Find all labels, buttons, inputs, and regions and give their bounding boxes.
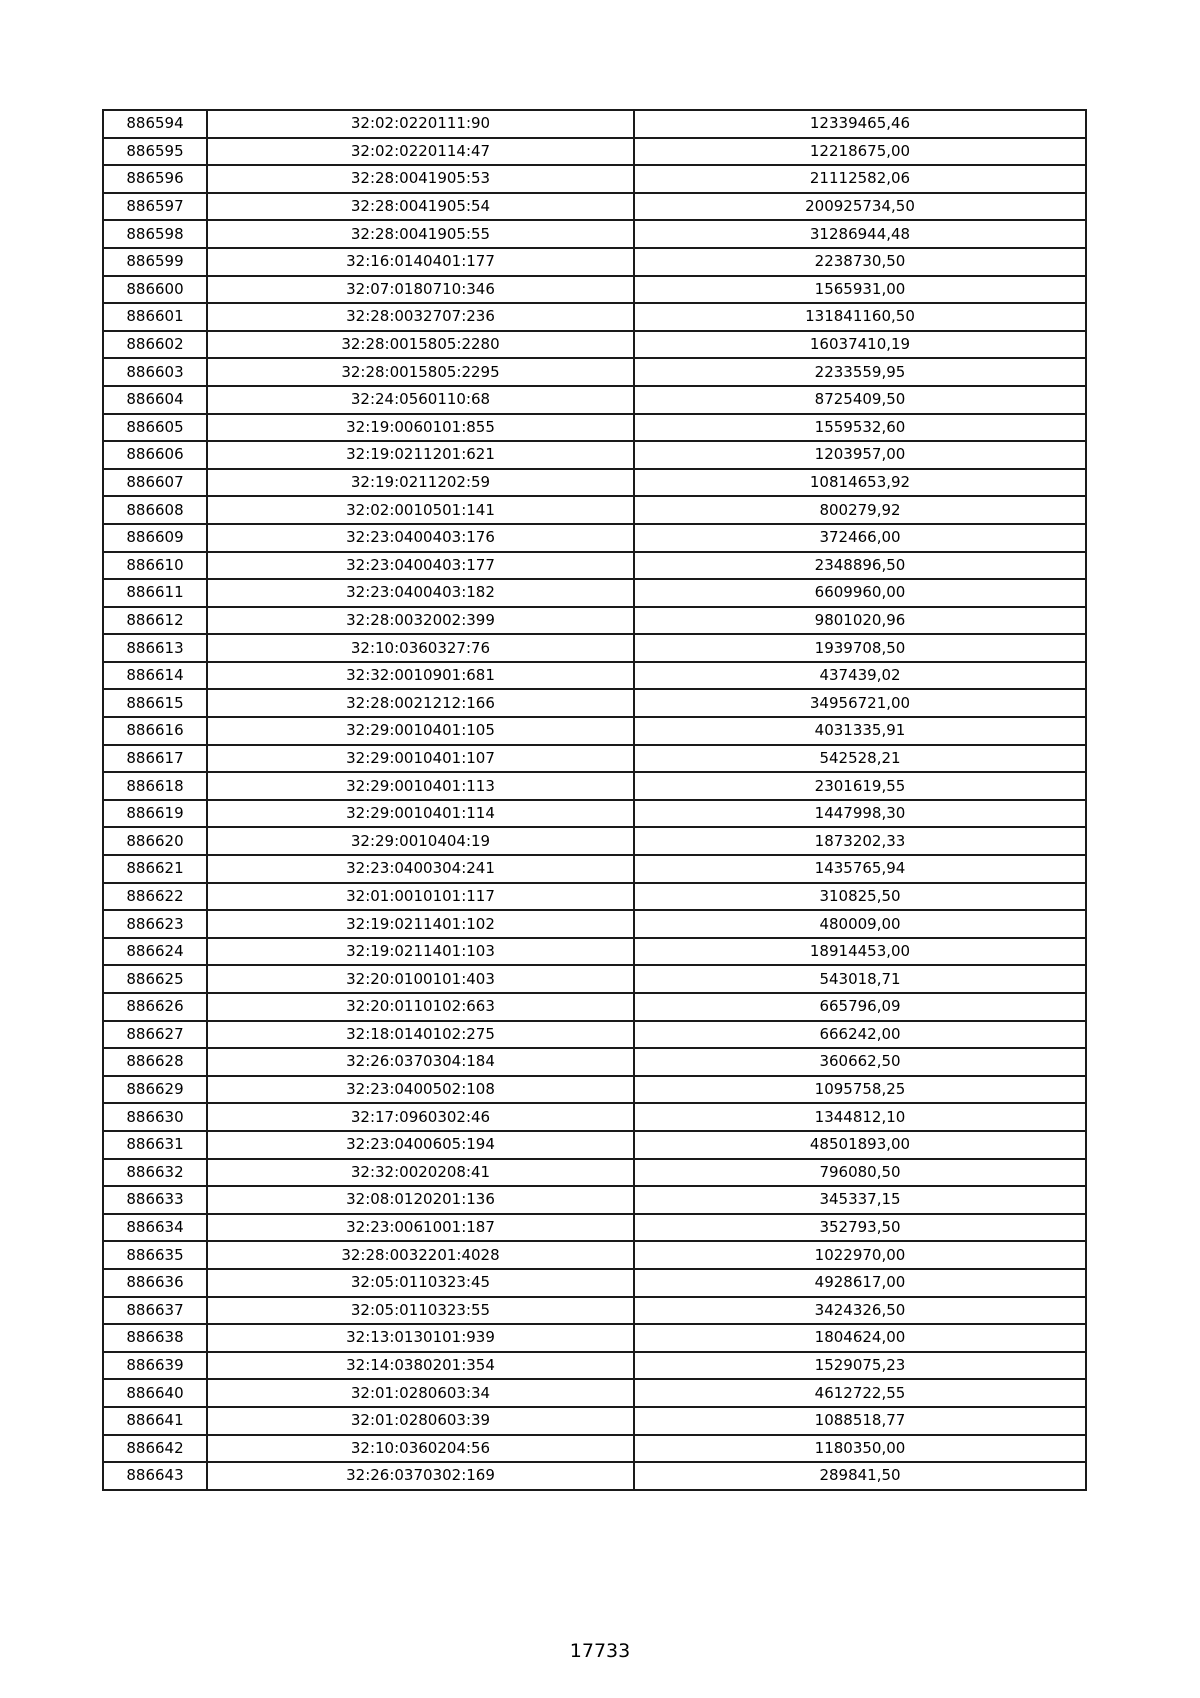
row-number-cell: 886595 <box>103 138 207 166</box>
table-row <box>103 1407 1086 1435</box>
cadastral-number-cell: 32:29:0010401:107 <box>207 745 634 773</box>
cadastral-number-cell: 32:29:0010401:114 <box>207 800 634 828</box>
cadastral-number-cell: 32:23:0061001:187 <box>207 1214 634 1242</box>
row-number-cell: 886598 <box>103 220 207 248</box>
cadastral-value-cell: 9801020,96 <box>634 607 1086 635</box>
cadastral-value-cell: 1344812,10 <box>634 1103 1086 1131</box>
cadastral-number-cell: 32:10:0360327:76 <box>207 634 634 662</box>
table-row <box>103 1076 1086 1104</box>
cadastral-value-cell: 1873202,33 <box>634 827 1086 855</box>
cadastral-number-cell: 32:28:0021212:166 <box>207 689 634 717</box>
cadastral-value-cell: 1529075,23 <box>634 1352 1086 1380</box>
cadastral-value-cell: 8725409,50 <box>634 386 1086 414</box>
cadastral-number-cell: 32:29:0010404:19 <box>207 827 634 855</box>
cadastral-value-cell: 2233559,95 <box>634 358 1086 386</box>
cadastral-number-cell: 32:18:0140102:275 <box>207 1021 634 1049</box>
cadastral-number-cell: 32:28:0041905:53 <box>207 165 634 193</box>
row-number-cell: 886596 <box>103 165 207 193</box>
row-number-cell: 886636 <box>103 1269 207 1297</box>
cadastral-number-cell: 32:17:0960302:46 <box>207 1103 634 1131</box>
row-number-cell: 886635 <box>103 1241 207 1269</box>
row-number-cell: 886611 <box>103 579 207 607</box>
cadastral-number-cell: 32:23:0400403:176 <box>207 524 634 552</box>
table-row <box>103 303 1086 331</box>
cadastral-value-cell: 1804624,00 <box>634 1324 1086 1352</box>
row-number-cell: 886594 <box>103 110 207 138</box>
row-number-cell: 886624 <box>103 938 207 966</box>
cadastral-value-cell: 542528,21 <box>634 745 1086 773</box>
row-number-cell: 886615 <box>103 689 207 717</box>
cadastral-value-cell: 800279,92 <box>634 496 1086 524</box>
row-number-cell: 886618 <box>103 772 207 800</box>
table-row <box>103 1379 1086 1407</box>
row-number-cell: 886629 <box>103 1076 207 1104</box>
cadastral-value-table <box>102 109 1087 1491</box>
cadastral-value-cell: 1095758,25 <box>634 1076 1086 1104</box>
row-number-cell: 886630 <box>103 1103 207 1131</box>
cadastral-number-cell: 32:07:0180710:346 <box>207 276 634 304</box>
cadastral-number-cell: 32:23:0400502:108 <box>207 1076 634 1104</box>
table-row <box>103 469 1086 497</box>
row-number-cell: 886616 <box>103 717 207 745</box>
table-row <box>103 1131 1086 1159</box>
row-number-cell: 886626 <box>103 993 207 1021</box>
table-row <box>103 1297 1086 1325</box>
row-number-cell: 886633 <box>103 1186 207 1214</box>
table-row <box>103 193 1086 221</box>
row-number-cell: 886632 <box>103 1159 207 1187</box>
cadastral-value-cell: 360662,50 <box>634 1048 1086 1076</box>
row-number-cell: 886600 <box>103 276 207 304</box>
cadastral-value-cell: 16037410,19 <box>634 331 1086 359</box>
cadastral-value-cell: 200925734,50 <box>634 193 1086 221</box>
row-number-cell: 886609 <box>103 524 207 552</box>
table-row <box>103 524 1086 552</box>
table-row <box>103 1214 1086 1242</box>
cadastral-value-cell: 1180350,00 <box>634 1435 1086 1463</box>
cadastral-number-cell: 32:32:0020208:41 <box>207 1159 634 1187</box>
cadastral-number-cell: 32:01:0010101:117 <box>207 883 634 911</box>
cadastral-number-cell: 32:26:0370304:184 <box>207 1048 634 1076</box>
cadastral-value-cell: 666242,00 <box>634 1021 1086 1049</box>
cadastral-number-cell: 32:02:0010501:141 <box>207 496 634 524</box>
cadastral-number-cell: 32:28:0041905:55 <box>207 220 634 248</box>
cadastral-value-cell: 4031335,91 <box>634 717 1086 745</box>
row-number-cell: 886641 <box>103 1407 207 1435</box>
cadastral-number-cell: 32:29:0010401:105 <box>207 717 634 745</box>
table-row <box>103 717 1086 745</box>
cadastral-number-cell: 32:24:0560110:68 <box>207 386 634 414</box>
cadastral-value-cell: 1435765,94 <box>634 855 1086 883</box>
cadastral-number-cell: 32:10:0360204:56 <box>207 1435 634 1463</box>
cadastral-number-cell: 32:19:0060101:855 <box>207 414 634 442</box>
row-number-cell: 886619 <box>103 800 207 828</box>
cadastral-value-cell: 3424326,50 <box>634 1297 1086 1325</box>
row-number-cell: 886642 <box>103 1435 207 1463</box>
cadastral-number-cell: 32:23:0400403:182 <box>207 579 634 607</box>
table-row <box>103 552 1086 580</box>
cadastral-number-cell: 32:29:0010401:113 <box>207 772 634 800</box>
cadastral-number-cell: 32:20:0100101:403 <box>207 965 634 993</box>
row-number-cell: 886617 <box>103 745 207 773</box>
cadastral-number-cell: 32:28:0015805:2280 <box>207 331 634 359</box>
table-row <box>103 331 1086 359</box>
row-number-cell: 886610 <box>103 552 207 580</box>
cadastral-number-cell: 32:16:0140401:177 <box>207 248 634 276</box>
table-row <box>103 1462 1086 1490</box>
cadastral-value-cell: 34956721,00 <box>634 689 1086 717</box>
table-row <box>103 138 1086 166</box>
row-number-cell: 886627 <box>103 1021 207 1049</box>
table-row <box>103 1103 1086 1131</box>
cadastral-value-cell: 31286944,48 <box>634 220 1086 248</box>
cadastral-value-cell: 1022970,00 <box>634 1241 1086 1269</box>
cadastral-value-cell: 10814653,92 <box>634 469 1086 497</box>
table-row <box>103 965 1086 993</box>
table-row <box>103 276 1086 304</box>
cadastral-value-cell: 4928617,00 <box>634 1269 1086 1297</box>
cadastral-number-cell: 32:13:0130101:939 <box>207 1324 634 1352</box>
cadastral-number-cell: 32:26:0370302:169 <box>207 1462 634 1490</box>
row-number-cell: 886604 <box>103 386 207 414</box>
row-number-cell: 886597 <box>103 193 207 221</box>
row-number-cell: 886606 <box>103 441 207 469</box>
table-row <box>103 938 1086 966</box>
cadastral-value-cell: 352793,50 <box>634 1214 1086 1242</box>
cadastral-value-cell: 372466,00 <box>634 524 1086 552</box>
cadastral-value-cell: 665796,09 <box>634 993 1086 1021</box>
cadastral-number-cell: 32:19:0211401:102 <box>207 910 634 938</box>
cadastral-value-cell: 480009,00 <box>634 910 1086 938</box>
row-number-cell: 886602 <box>103 331 207 359</box>
row-number-cell: 886628 <box>103 1048 207 1076</box>
table-row <box>103 1186 1086 1214</box>
cadastral-number-cell: 32:02:0220111:90 <box>207 110 634 138</box>
table-row <box>103 1324 1086 1352</box>
cadastral-value-cell: 310825,50 <box>634 883 1086 911</box>
table-row <box>103 358 1086 386</box>
cadastral-number-cell: 32:20:0110102:663 <box>207 993 634 1021</box>
table-row <box>103 386 1086 414</box>
table-row <box>103 662 1086 690</box>
cadastral-value-cell: 131841160,50 <box>634 303 1086 331</box>
row-number-cell: 886607 <box>103 469 207 497</box>
table-row <box>103 772 1086 800</box>
cadastral-number-cell: 32:23:0400605:194 <box>207 1131 634 1159</box>
cadastral-number-cell: 32:05:0110323:55 <box>207 1297 634 1325</box>
row-number-cell: 886640 <box>103 1379 207 1407</box>
cadastral-value-cell: 6609960,00 <box>634 579 1086 607</box>
cadastral-number-cell: 32:01:0280603:34 <box>207 1379 634 1407</box>
table-row <box>103 910 1086 938</box>
table-body <box>103 110 1086 1490</box>
table-row <box>103 165 1086 193</box>
row-number-cell: 886638 <box>103 1324 207 1352</box>
cadastral-value-cell: 12339465,46 <box>634 110 1086 138</box>
page-number: 17733 <box>569 1640 631 1662</box>
row-number-cell: 886643 <box>103 1462 207 1490</box>
cadastral-number-cell: 32:32:0010901:681 <box>207 662 634 690</box>
table-row <box>103 414 1086 442</box>
cadastral-value-cell: 437439,02 <box>634 662 1086 690</box>
cadastral-number-cell: 32:08:0120201:136 <box>207 1186 634 1214</box>
cadastral-value-cell: 1565931,00 <box>634 276 1086 304</box>
table-row <box>103 1352 1086 1380</box>
table-row <box>103 1269 1086 1297</box>
table-row <box>103 1435 1086 1463</box>
table-row <box>103 1241 1086 1269</box>
cadastral-number-cell: 32:05:0110323:45 <box>207 1269 634 1297</box>
row-number-cell: 886634 <box>103 1214 207 1242</box>
table-row <box>103 883 1086 911</box>
cadastral-value-cell: 543018,71 <box>634 965 1086 993</box>
cadastral-value-cell: 289841,50 <box>634 1462 1086 1490</box>
cadastral-value-cell: 21112582,06 <box>634 165 1086 193</box>
cadastral-value-cell: 2238730,50 <box>634 248 1086 276</box>
row-number-cell: 886612 <box>103 607 207 635</box>
row-number-cell: 886601 <box>103 303 207 331</box>
cadastral-value-cell: 796080,50 <box>634 1159 1086 1187</box>
table-row <box>103 248 1086 276</box>
cadastral-number-cell: 32:28:0032002:399 <box>207 607 634 635</box>
cadastral-number-cell: 32:14:0380201:354 <box>207 1352 634 1380</box>
row-number-cell: 886614 <box>103 662 207 690</box>
row-number-cell: 886605 <box>103 414 207 442</box>
table-row <box>103 827 1086 855</box>
row-number-cell: 886608 <box>103 496 207 524</box>
cadastral-number-cell: 32:28:0032201:4028 <box>207 1241 634 1269</box>
cadastral-value-cell: 18914453,00 <box>634 938 1086 966</box>
cadastral-number-cell: 32:23:0400304:241 <box>207 855 634 883</box>
table-row <box>103 1021 1086 1049</box>
row-number-cell: 886613 <box>103 634 207 662</box>
cadastral-number-cell: 32:28:0032707:236 <box>207 303 634 331</box>
table-row <box>103 634 1086 662</box>
table-row <box>103 745 1086 773</box>
cadastral-value-cell: 1088518,77 <box>634 1407 1086 1435</box>
cadastral-value-cell: 1939708,50 <box>634 634 1086 662</box>
table-row <box>103 800 1086 828</box>
cadastral-value-cell: 1447998,30 <box>634 800 1086 828</box>
cadastral-number-cell: 32:28:0015805:2295 <box>207 358 634 386</box>
cadastral-value-cell: 2301619,55 <box>634 772 1086 800</box>
cadastral-number-cell: 32:28:0041905:54 <box>207 193 634 221</box>
cadastral-value-cell: 2348896,50 <box>634 552 1086 580</box>
cadastral-value-cell: 12218675,00 <box>634 138 1086 166</box>
table-row <box>103 855 1086 883</box>
cadastral-value-cell: 345337,15 <box>634 1186 1086 1214</box>
row-number-cell: 886639 <box>103 1352 207 1380</box>
row-number-cell: 886603 <box>103 358 207 386</box>
cadastral-number-cell: 32:19:0211202:59 <box>207 469 634 497</box>
cadastral-value-cell: 1203957,00 <box>634 441 1086 469</box>
table-row <box>103 110 1086 138</box>
row-number-cell: 886622 <box>103 883 207 911</box>
table-row <box>103 607 1086 635</box>
row-number-cell: 886625 <box>103 965 207 993</box>
table-row <box>103 689 1086 717</box>
table-row <box>103 220 1086 248</box>
cadastral-number-cell: 32:19:0211401:103 <box>207 938 634 966</box>
table-row <box>103 1048 1086 1076</box>
cadastral-value-cell: 1559532,60 <box>634 414 1086 442</box>
row-number-cell: 886621 <box>103 855 207 883</box>
cadastral-number-cell: 32:19:0211201:621 <box>207 441 634 469</box>
row-number-cell: 886620 <box>103 827 207 855</box>
row-number-cell: 886637 <box>103 1297 207 1325</box>
cadastral-number-cell: 32:01:0280603:39 <box>207 1407 634 1435</box>
row-number-cell: 886631 <box>103 1131 207 1159</box>
cadastral-number-cell: 32:23:0400403:177 <box>207 552 634 580</box>
table-row <box>103 579 1086 607</box>
cadastral-value-cell: 4612722,55 <box>634 1379 1086 1407</box>
row-number-cell: 886599 <box>103 248 207 276</box>
table-row <box>103 496 1086 524</box>
cadastral-number-cell: 32:02:0220114:47 <box>207 138 634 166</box>
row-number-cell: 886623 <box>103 910 207 938</box>
table-row <box>103 1159 1086 1187</box>
table-row <box>103 441 1086 469</box>
table-row <box>103 993 1086 1021</box>
cadastral-value-cell: 48501893,00 <box>634 1131 1086 1159</box>
